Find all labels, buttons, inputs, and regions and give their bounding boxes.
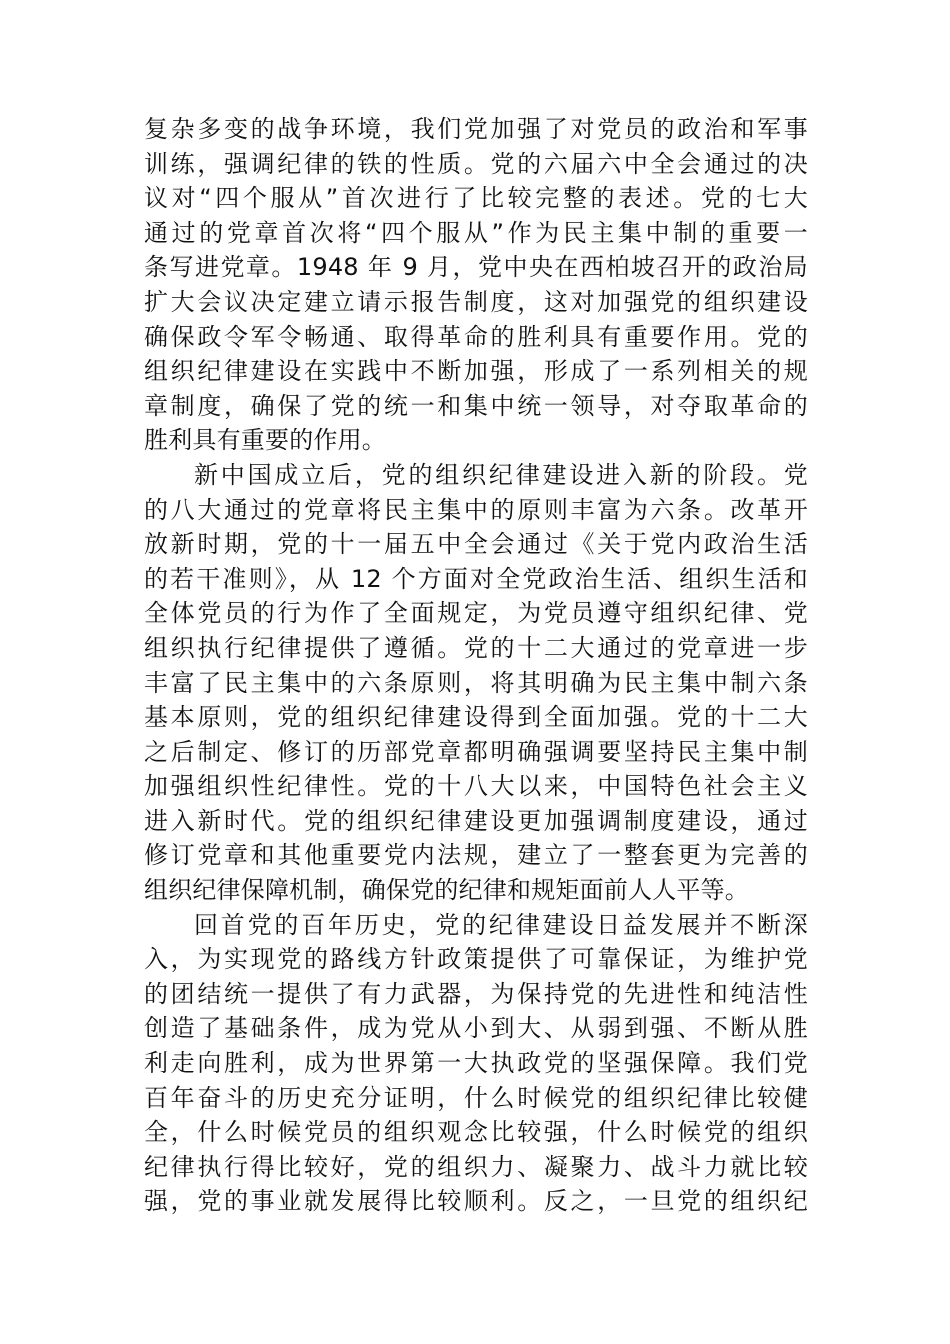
text-line: 条写进党章。1948 年 9 月，党中央在西柏坡召开的政治局	[144, 253, 808, 282]
text-line: 扩大会议决定建立请示报告制度，这对加强党的组织建设	[144, 287, 808, 316]
text-line: 的八大通过的党章将民主集中的原则丰富为六条。改革开	[144, 495, 808, 524]
text-line: 进入新时代。党的组织纪律建设更加强调制度建设，通过	[144, 806, 808, 835]
text-line: 之后制定、修订的历部党章都明确强调要坚持民主集中制	[144, 737, 808, 766]
text-line: 组织纪律建设在实践中不断加强，形成了一系列相关的规	[144, 357, 808, 386]
text-line: 创造了基础条件，成为党从小到大、从弱到强、不断从胜	[144, 1014, 808, 1043]
text-line: 利走向胜利，成为世界第一大执政党的坚强保障。我们党	[144, 1049, 808, 1078]
text-line: 的团结统一提供了有力武器，为保持党的先进性和纯洁性	[144, 979, 808, 1008]
text-line: 入，为实现党的路线方针政策提供了可靠保证，为维护党	[144, 945, 808, 974]
text-line: 百年奋斗的历史充分证明，什么时候党的组织纪律比较健	[144, 1083, 808, 1112]
text-line: 组织纪律保障机制，确保党的纪律和规矩面前人人平等。	[144, 876, 749, 905]
text-line: 训练，强调纪律的铁的性质。党的六届六中全会通过的决	[144, 149, 808, 178]
text-line: 基本原则，党的组织纪律建设得到全面加强。党的十二大	[144, 703, 808, 732]
text-line: 丰富了民主集中的六条原则，将其明确为民主集中制六条	[144, 668, 808, 697]
text-line: 组织执行纪律提供了遵循。党的十二大通过的党章进一步	[144, 633, 808, 662]
body-text	[144, 112, 808, 1219]
text-line: 修订党章和其他重要党内法规，建立了一整套更为完善的	[144, 841, 808, 870]
text-line: 的若干准则》，从 12 个方面对全党政治生活、组织生活和	[144, 564, 808, 593]
paragraph-first-line: 新中国成立后，党的组织纪律建设进入新的阶段。党	[194, 460, 808, 489]
text-line: 放新时期，党的十一届五中全会通过《关于党内政治生活	[144, 530, 808, 559]
text-line: 全体党员的行为作了全面规定，为党员遵守组织纪律、党	[144, 599, 808, 628]
text-line: 纪律执行得比较好，党的组织力、凝聚力、战斗力就比较	[144, 1152, 808, 1181]
text-line: 全，什么时候党员的组织观念比较强，什么时候党的组织	[144, 1118, 808, 1147]
text-line: 强，党的事业就发展得比较顺利。反之，一旦党的组织纪	[144, 1187, 808, 1216]
text-line: 议对“四个服从”首次进行了比较完整的表述。党的七大	[144, 184, 808, 213]
text-line: 胜利具有重要的作用。	[144, 426, 386, 455]
paragraph-first-line: 回首党的百年历史，党的纪律建设日益发展并不断深	[194, 910, 808, 939]
text-line: 加强组织性纪律性。党的十八大以来，中国特色社会主义	[144, 772, 808, 801]
text-line: 通过的党章首次将“四个服从”作为民主集中制的重要一	[144, 218, 808, 247]
text-line: 章制度，确保了党的统一和集中统一领导，对夺取革命的	[144, 391, 808, 420]
text-line: 复杂多变的战争环境，我们党加强了对党员的政治和军事	[144, 115, 808, 143]
text-line: 确保政令军令畅通、取得革命的胜利具有重要作用。党的	[144, 322, 808, 351]
